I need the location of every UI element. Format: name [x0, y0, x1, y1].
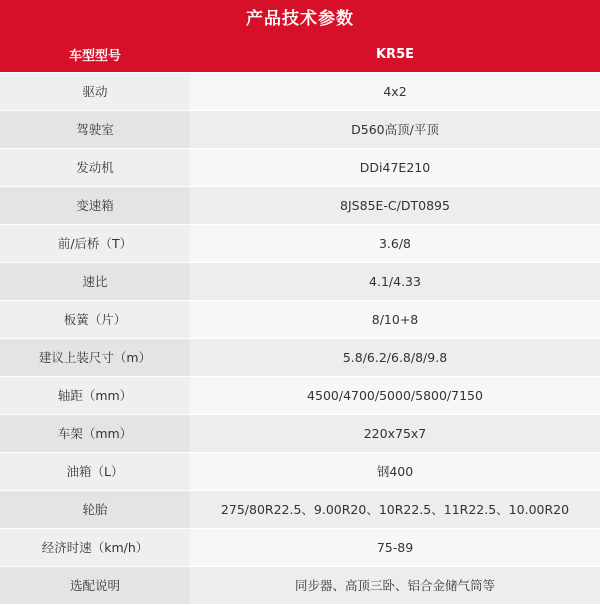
table-row — [0, 528, 600, 566]
table-header-label: 车型型号 — [0, 38, 190, 72]
row-value: 8/10+8 — [190, 300, 600, 338]
row-value: 75-89 — [190, 528, 600, 566]
row-value: 4x2 — [190, 72, 600, 110]
table-row — [0, 72, 600, 110]
table-row — [0, 338, 600, 376]
table-row — [0, 148, 600, 186]
row-label: 变速箱 — [0, 186, 190, 224]
spec-table — [0, 38, 600, 605]
table-row — [0, 376, 600, 414]
row-label: 经济时速（km/h） — [0, 528, 190, 566]
row-value: D560高顶/平顶 — [190, 110, 600, 148]
row-label: 驾驶室 — [0, 110, 190, 148]
row-label: 板簧（片） — [0, 300, 190, 338]
table-row — [0, 110, 600, 148]
row-label: 发动机 — [0, 148, 190, 186]
row-label: 轮胎 — [0, 490, 190, 528]
table-row — [0, 300, 600, 338]
row-label: 驱动 — [0, 72, 190, 110]
table-row — [0, 186, 600, 224]
row-label: 选配说明 — [0, 566, 190, 604]
row-label: 车架（mm） — [0, 414, 190, 452]
table-row — [0, 490, 600, 528]
row-value: 4.1/4.33 — [190, 262, 600, 300]
page-title: 产品技术参数 — [0, 0, 600, 38]
row-label: 建议上装尺寸（m） — [0, 338, 190, 376]
row-value: 8JS85E-C/DT0895 — [190, 186, 600, 224]
row-value: 同步器、高顶三卧、铝合金储气筒等 — [190, 566, 600, 604]
table-row — [0, 414, 600, 452]
row-value: 275/80R22.5、9.00R20、10R22.5、11R22.5、10.00R20 — [190, 490, 600, 528]
row-value: 钢400 — [190, 452, 600, 490]
row-label: 油箱（L） — [0, 452, 190, 490]
row-value: 3.6/8 — [190, 224, 600, 262]
table-row — [0, 224, 600, 262]
row-value: DDi47E210 — [190, 148, 600, 186]
row-value: 5.8/6.2/6.8/8/9.8 — [190, 338, 600, 376]
table-row — [0, 262, 600, 300]
row-label: 轴距（mm） — [0, 376, 190, 414]
row-label: 前/后桥（T） — [0, 224, 190, 262]
row-value: 4500/4700/5000/5800/7150 — [190, 376, 600, 414]
row-value: 220x75x7 — [190, 414, 600, 452]
table-row — [0, 566, 600, 604]
row-label: 速比 — [0, 262, 190, 300]
table-row — [0, 452, 600, 490]
spec-table-body — [0, 38, 600, 604]
table-header-value: KR5E — [190, 38, 600, 72]
table-header-row — [0, 38, 600, 72]
